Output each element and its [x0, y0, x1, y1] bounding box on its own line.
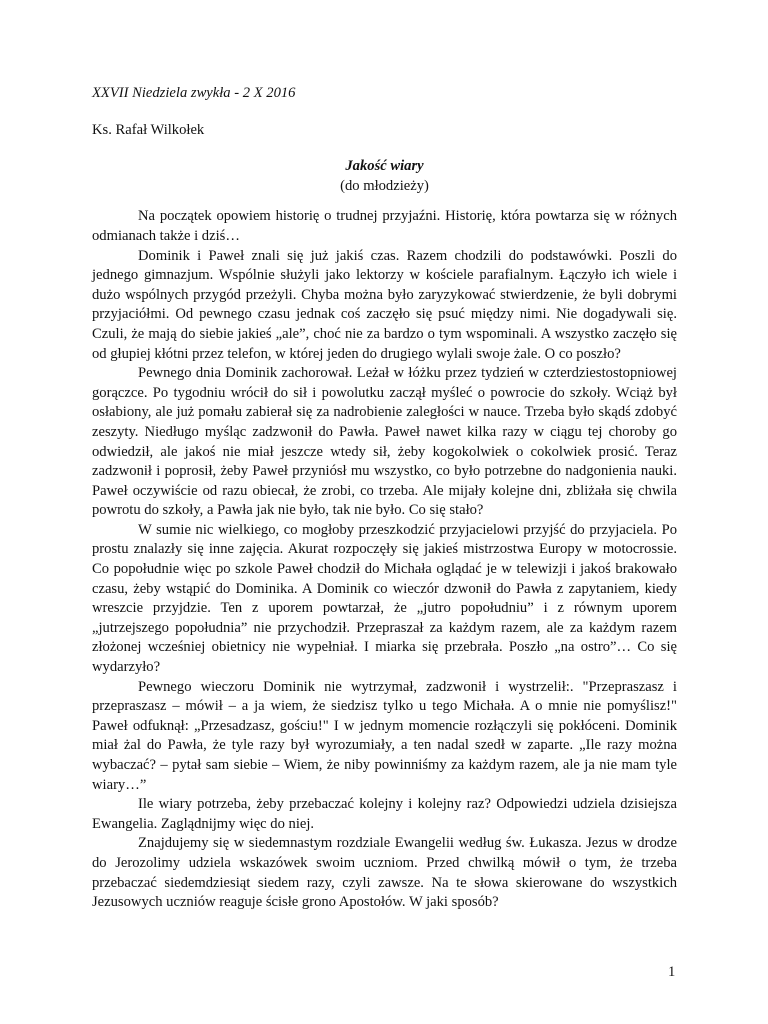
- document-header: XXVII Niedziela zwykła - 2 X 2016: [92, 85, 296, 101]
- document-subtitle: (do młodzieży): [340, 177, 429, 194]
- paragraph: Znajdujemy się w siedemnastym rozdziale Ewangelii według św. Łukasza. Jezus w drodze do Jerozolimy udziela wskazówek swoim uczniom. Przed chwilką mówił o tym, że trzeba przebaczać siedemdziesiąt siedem razy, czyli zawsze. Na te słowa skierowane do wszystkich Jezusowych uczniów reaguje ścisłe grono Apostołów. W jaki sposób?: [92, 835, 677, 911]
- title-block: [92, 157, 677, 196]
- paragraph: Pewnego wieczoru Dominik nie wytrzymał, zadzwonił i wystrzelił:. "Przepraszasz i przepraszasz – mówił – a ja wiem, że siedzisz tylko u tego Michała. A o mnie nie pomyślisz!" Paweł odfuknął: „Przesadzasz, gościu!" I w jednym momencie rozłączyli się pokłóceni. Dominik miał żal do Pawła, że tyle razy był wyrozumiały, a ten nadal szedł w zaparte. „Ile razy można wybaczać? – pytał sam siebie – Wiem, że niby powinniśmy za każdym razem, ale ja nie mam tyle wiary…”: [92, 678, 677, 793]
- paragraph: Dominik i Paweł znali się już jakiś czas. Razem chodzili do podstawówki. Poszli do jednego gimnazjum. Wspólnie służyli jako lektorzy w kościele parafialnym. Łączyło ich wiele i dużo wspólnych przygód przeżyli. Chyba można było zaryzykować stwierdzenie, że byli dobrymi przyjaciółmi. Od pewnego czasu jednak coś zaczęło się psuć między nimi. Nie dogadywali się. Czuli, że mają do siebie jakieś „ale”, choć nie za bardzo o tym wspominali. A wszystko zaczęło się od głupiej kłótni przez telefon, w której jeden do drugiego wylali swoje żale. O co poszło?: [92, 247, 677, 362]
- document-page: [92, 84, 677, 913]
- document-body: [92, 207, 677, 912]
- paragraph: Na początek opowiem historię o trudnej przyjaźni. Historię, która powtarza się w różnych odmianach także i dziś…: [92, 208, 677, 244]
- paragraph: Ile wiary potrzeba, żeby przebaczać kolejny i kolejny raz? Odpowiedzi udziela dzisiejsza Ewangelia. Zaglądnijmy więc do niej.: [92, 796, 677, 832]
- paragraph: Pewnego dnia Dominik zachorował. Leżał w łóżku przez tydzień w czterdziestostopniowej gorączce. Po tygodniu wrócił do sił i powolutku zaczął myśleć o powrocie do szkoły. Wciąż był osłabiony, ale już pomału zabierał się za nadrobienie zaległości w nauce. Trzeba było skądś zdobyć zeszyty. Niedługo myśląc zadzwonił do Pawła. Paweł nawet kilka razy w ciągu tej choroby go odwiedził, ale jakoś nie miał jeszcze wtedy sił, żeby kogokolwiek o cokolwiek prosić. Teraz zadzwonił i poprosił, żeby Paweł przyniósł mu wszystko, co było potrzebne do nadgonienia nauki. Paweł oczywiście od razu obiecał, że zrobi, co trzeba. Ale mijały kolejne dni, zbliżała się chwila powrotu do szkoły, a Pawła jak nie było, tak nie było. Co się stało?: [92, 365, 677, 519]
- page-number: 1: [668, 964, 676, 980]
- document-title: Jakość wiary: [345, 158, 424, 175]
- document-author: Ks. Rafał Wilkołek: [92, 121, 205, 138]
- paragraph: W sumie nic wielkiego, co mogłoby przeszkodzić przyjacielowi przyjść do przyjaciela. Po prostu znalazły się inne zajęcia. Akurat rozpoczęły się jakieś mistrzostwa Europy w motocrossie. Co popołudnie więc po szkole Paweł chodził do Michała oglądać je w telewizji i jakoś brakowało czasu, żeby wstąpić do Dominika. A Dominik co wieczór dzwonił do Pawła z zapytaniem, kiedy wreszcie przyjdzie. Ten z uporem powtarzał, że „jutro popołudniu” i z równym uporem „jutrzejszego popołudnia” nie przychodził. Przepraszał za każdym razem, ale za każdym razem złożonej wcześniej obietnicy nie wypełniał. I miarka się przebrała. Poszło „na ostro”… Co się wydarzyło?: [92, 521, 677, 676]
